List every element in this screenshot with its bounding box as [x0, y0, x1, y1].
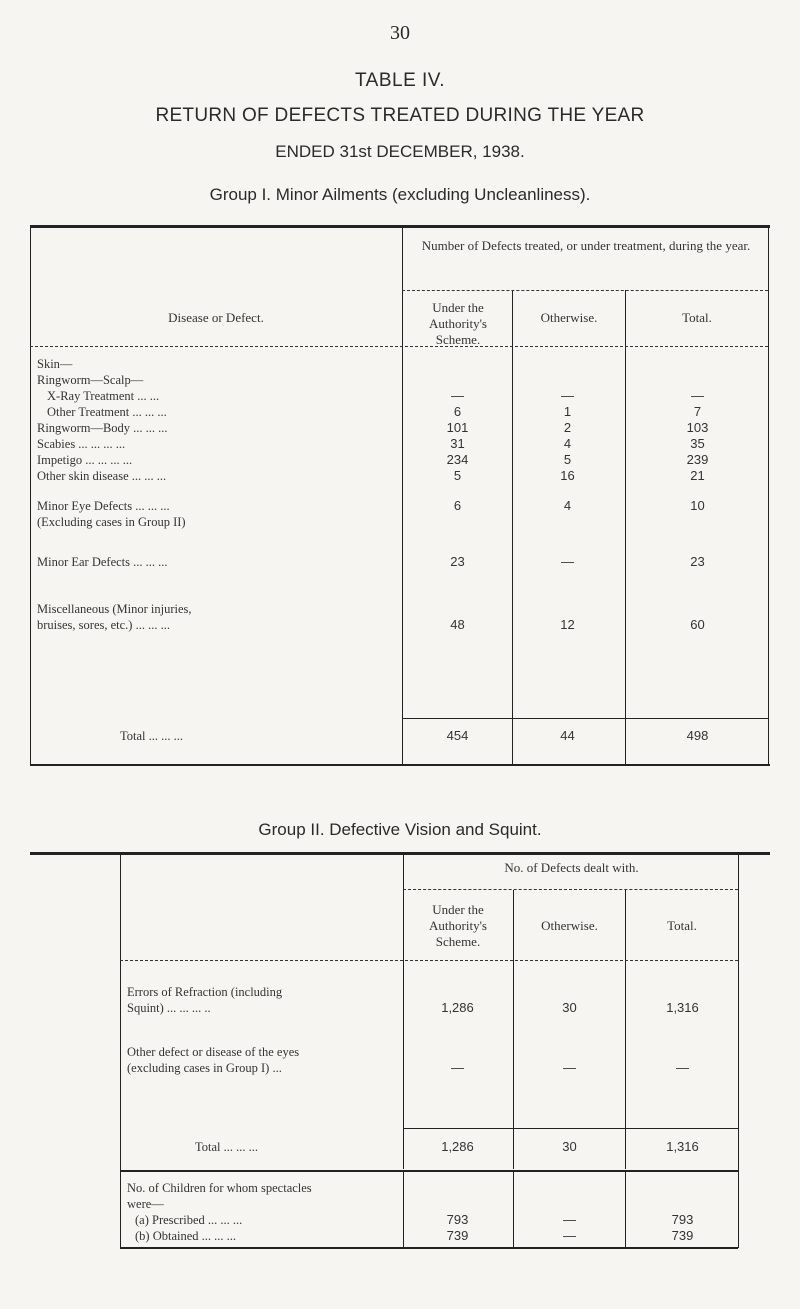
- page-number: 30: [390, 22, 410, 44]
- cell-otherwise: 5: [563, 452, 572, 467]
- errors-line-2: Squint) ... ... ... ..: [127, 1001, 211, 1015]
- g2-col-otherwise-header: Otherwise.: [541, 918, 598, 933]
- subtitle-line-1: RETURN OF DEFECTS TREATED DURING THE YEAR: [155, 105, 645, 126]
- col-otherwise-header: Otherwise.: [540, 310, 598, 325]
- row-label: Ringworm—Body ... ... ...: [37, 421, 168, 435]
- prescribed-total: 793: [671, 1212, 694, 1227]
- ringworm-scalp-label: Ringworm—Scalp—: [37, 373, 144, 387]
- prescribed-label: (a) Prescribed ... ... ...: [135, 1213, 243, 1227]
- total-total: 498: [686, 728, 709, 743]
- cell-otherwise: 1: [563, 404, 572, 419]
- cell-authority: 6: [453, 404, 462, 419]
- obtained-total: 739: [671, 1228, 694, 1243]
- errors-authority: 1,286: [441, 1000, 474, 1015]
- row-label: Minor Eye Defects ... ... ...: [37, 499, 170, 513]
- group1-heading: Group I. Minor Ailments (excluding Uncleanliness).: [209, 185, 591, 204]
- total-authority: 454: [446, 728, 469, 743]
- spectacles-line-2: were—: [127, 1197, 164, 1211]
- eye-note: (Excluding cases in Group II): [37, 515, 186, 529]
- g2-total-total: 1,316: [666, 1139, 699, 1154]
- table-title: TABLE IV.: [354, 70, 446, 91]
- g2-total-label: Total ... ... ...: [195, 1140, 259, 1154]
- other-otherwise: —: [563, 1060, 576, 1075]
- col-total-header: Total.: [682, 310, 712, 325]
- prescribed-authority: 793: [446, 1212, 469, 1227]
- row-label: bruises, sores, etc.) ... ... ...: [37, 618, 170, 632]
- cell-otherwise: 4: [563, 498, 572, 513]
- cell-total: 60: [690, 617, 705, 632]
- col-disease-header: Disease or Defect.: [168, 310, 264, 325]
- row-label: Other skin disease ... ... ...: [37, 469, 167, 483]
- prescribed-otherwise: —: [563, 1212, 576, 1227]
- g2-total-otherwise: 30: [562, 1139, 577, 1154]
- cell-otherwise: 12: [560, 617, 575, 632]
- obtained-authority: 739: [446, 1228, 469, 1243]
- g2-total-authority: 1,286: [441, 1139, 474, 1154]
- row-label: Other Treatment ... ... ...: [47, 405, 167, 419]
- subtitle-line-2: ENDED 31st DECEMBER, 1938.: [275, 142, 525, 161]
- cell-otherwise: 16: [560, 468, 575, 483]
- cell-total: 21: [690, 468, 705, 483]
- errors-otherwise: 30: [562, 1000, 577, 1015]
- col-authority-header: Under the Authority's Scheme.: [429, 300, 487, 347]
- obtained-otherwise: —: [563, 1228, 576, 1243]
- row-label: Minor Ear Defects ... ... ...: [37, 555, 168, 569]
- row-label: Impetigo ... ... ... ...: [37, 453, 133, 467]
- g2-col-total-header: Total.: [667, 918, 697, 933]
- cell-total: 10: [690, 498, 705, 513]
- cell-authority: 6: [453, 498, 462, 513]
- total-otherwise: 44: [560, 728, 575, 743]
- other-line-1: Other defect or disease of the eyes: [127, 1045, 300, 1059]
- cell-authority: 234: [446, 452, 469, 467]
- group2-heading: Group II. Defective Vision and Squint.: [258, 820, 542, 839]
- cell-total: 103: [686, 420, 709, 435]
- errors-total: 1,316: [666, 1000, 699, 1015]
- skin-label: Skin—: [37, 357, 73, 371]
- other-authority: —: [451, 1060, 464, 1075]
- cell-otherwise: 2: [563, 420, 572, 435]
- cell-authority: 23: [450, 554, 465, 569]
- cell-total: 35: [690, 436, 705, 451]
- cell-otherwise: —: [561, 554, 574, 569]
- other-total: —: [676, 1060, 689, 1075]
- total-label: Total ... ... ...: [120, 729, 184, 743]
- cell-authority: 31: [450, 436, 465, 451]
- spectacles-line-1: No. of Children for whom spectacles: [127, 1181, 312, 1195]
- cell-total: 239: [686, 452, 709, 467]
- cell-authority: —: [451, 388, 464, 403]
- row-label: X-Ray Treatment ... ...: [47, 389, 160, 403]
- cell-total: 23: [690, 554, 705, 569]
- misc-line-1: Miscellaneous (Minor injuries,: [37, 602, 192, 616]
- other-line-2: (excluding cases in Group I) ...: [127, 1061, 282, 1075]
- cell-authority: 5: [453, 468, 462, 483]
- obtained-label: (b) Obtained ... ... ...: [135, 1229, 237, 1243]
- cell-otherwise: —: [561, 388, 574, 403]
- cell-total: 7: [693, 404, 702, 419]
- g2-col-span-header: No. of Defects dealt with.: [504, 860, 639, 875]
- col-span-header: Number of Defects treated, or under treatment, during the year.: [421, 238, 751, 253]
- g2-col-authority-header: Under the Authority's Scheme.: [429, 902, 487, 949]
- cell-authority: 48: [450, 617, 465, 632]
- errors-line-1: Errors of Refraction (including: [127, 985, 283, 999]
- cell-total: —: [691, 388, 704, 403]
- cell-otherwise: 4: [563, 436, 572, 451]
- row-label: Scabies ... ... ... ...: [37, 437, 126, 451]
- cell-authority: 101: [446, 420, 469, 435]
